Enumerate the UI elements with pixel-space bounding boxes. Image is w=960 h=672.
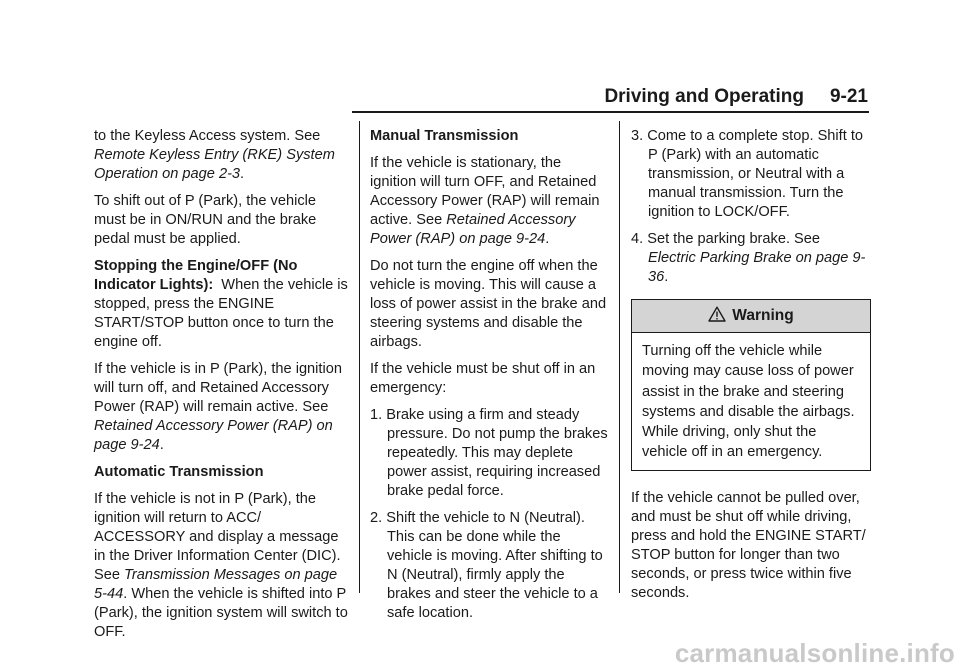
page-number: 9-21 — [829, 86, 868, 107]
list-item: 1. Brake using a firm and steady pressure. Do not pump the brakes repeatedly. This may deplete power assist, requiring increased brake pedal force. — [370, 407, 608, 499]
cross-reference-link[interactable]: Transmission Messages on page 5-44 — [94, 567, 338, 602]
watermark: carmanualsonline.info — [674, 638, 955, 668]
column-middle — [370, 127, 608, 631]
warning-box — [631, 299, 871, 471]
section-title: Driving and Operating — [604, 86, 804, 107]
warning-header — [632, 300, 870, 333]
paragraph: If the vehicle is in P (Park), the ignition will turn off, and Retained Accessory Power (RAP) will remain active. See Retained Accessory Power (RAP) on page 9-24. — [94, 361, 342, 453]
cross-reference-link[interactable]: Retained Accessory Power (RAP) on page 9-24 — [370, 212, 576, 247]
paragraph: To shift out of P (Park), the vehicle must be in ON/RUN and the brake pedal must be applied. — [94, 193, 317, 247]
warning-title: Warning — [732, 307, 794, 324]
list-item: 2. Shift the vehicle to N (Neutral). This can be done while the vehicle is moving. After shifting to N (Neutral), firmly apply the brakes and steer the vehicle to a safe location. — [370, 510, 603, 621]
column-left — [94, 127, 350, 650]
cross-reference-link[interactable]: Remote Keyless Entry (RKE) System Operation on page 2-3 — [94, 147, 335, 182]
cross-reference-link[interactable]: Retained Accessory Power (RAP) on page 9-24 — [94, 418, 333, 453]
paragraph: to the Keyless Access system. See Remote Keyless Entry (RKE) System Operation on page 2-3. — [94, 128, 335, 182]
header-rule — [352, 111, 869, 113]
emergency-steps-list — [370, 406, 608, 623]
paragraph: Stopping the Engine/OFF (No Indicator Lights): When the vehicle is stopped, press the ENGINE START/STOP button once to turn the engine off. — [94, 258, 348, 350]
warning-text: Turning off the vehicle while moving may cause loss of power assist in the brake and steering systems and disable the airbags. While driving, only shut the vehicle off in an emergency. — [642, 343, 855, 461]
emergency-steps-list-continued — [631, 127, 871, 287]
cross-reference-link[interactable]: Electric Parking Brake on page 9-36 — [648, 250, 866, 285]
warning-triangle-icon — [708, 306, 726, 322]
paragraph: If the vehicle cannot be pulled over, and must be shut off while driving, press and hold the ENGINE START/ STOP button for longer than two seconds, or press twice within five seconds. — [631, 489, 866, 601]
paragraph: If the vehicle must be shut off in an emergency: — [370, 361, 596, 396]
paragraph: Do not turn the engine off when the vehicle is moving. This will cause a loss of power assist in the brake and steering systems and disable the airbags. — [370, 258, 607, 350]
subheading-automatic-transmission: Automatic Transmission — [94, 464, 264, 480]
page-header — [0, 85, 868, 109]
list-item: 3. Come to a complete stop. Shift to P (Park) with an automatic transmission, or Neutral with a manual transmission. Turn the ignition to LOCK/OFF. — [631, 128, 863, 220]
column-right — [631, 127, 871, 611]
list-item: 4. Set the parking brake. See Electric Parking Brake on page 9-36. — [631, 231, 866, 285]
column-divider — [359, 121, 360, 593]
paragraph: If the vehicle is not in P (Park), the ignition will return to ACC/ ACCESSORY and display a message in the Driver Information Center (DIC). See Transmission Messages on page 5-44. When the vehicle is shifted into P (Park), the ignition system will switch to OFF. — [94, 491, 348, 640]
inline-heading: Stopping the Engine/OFF (No Indicator Lights): — [94, 258, 298, 293]
subheading-manual-transmission: Manual Transmission — [370, 128, 519, 144]
column-divider — [619, 121, 620, 593]
paragraph: If the vehicle is stationary, the ignition will turn OFF, and Retained Accessory Power (RAP) will remain active. See Retained Accessory Power (RAP) on page 9-24. — [370, 155, 600, 247]
